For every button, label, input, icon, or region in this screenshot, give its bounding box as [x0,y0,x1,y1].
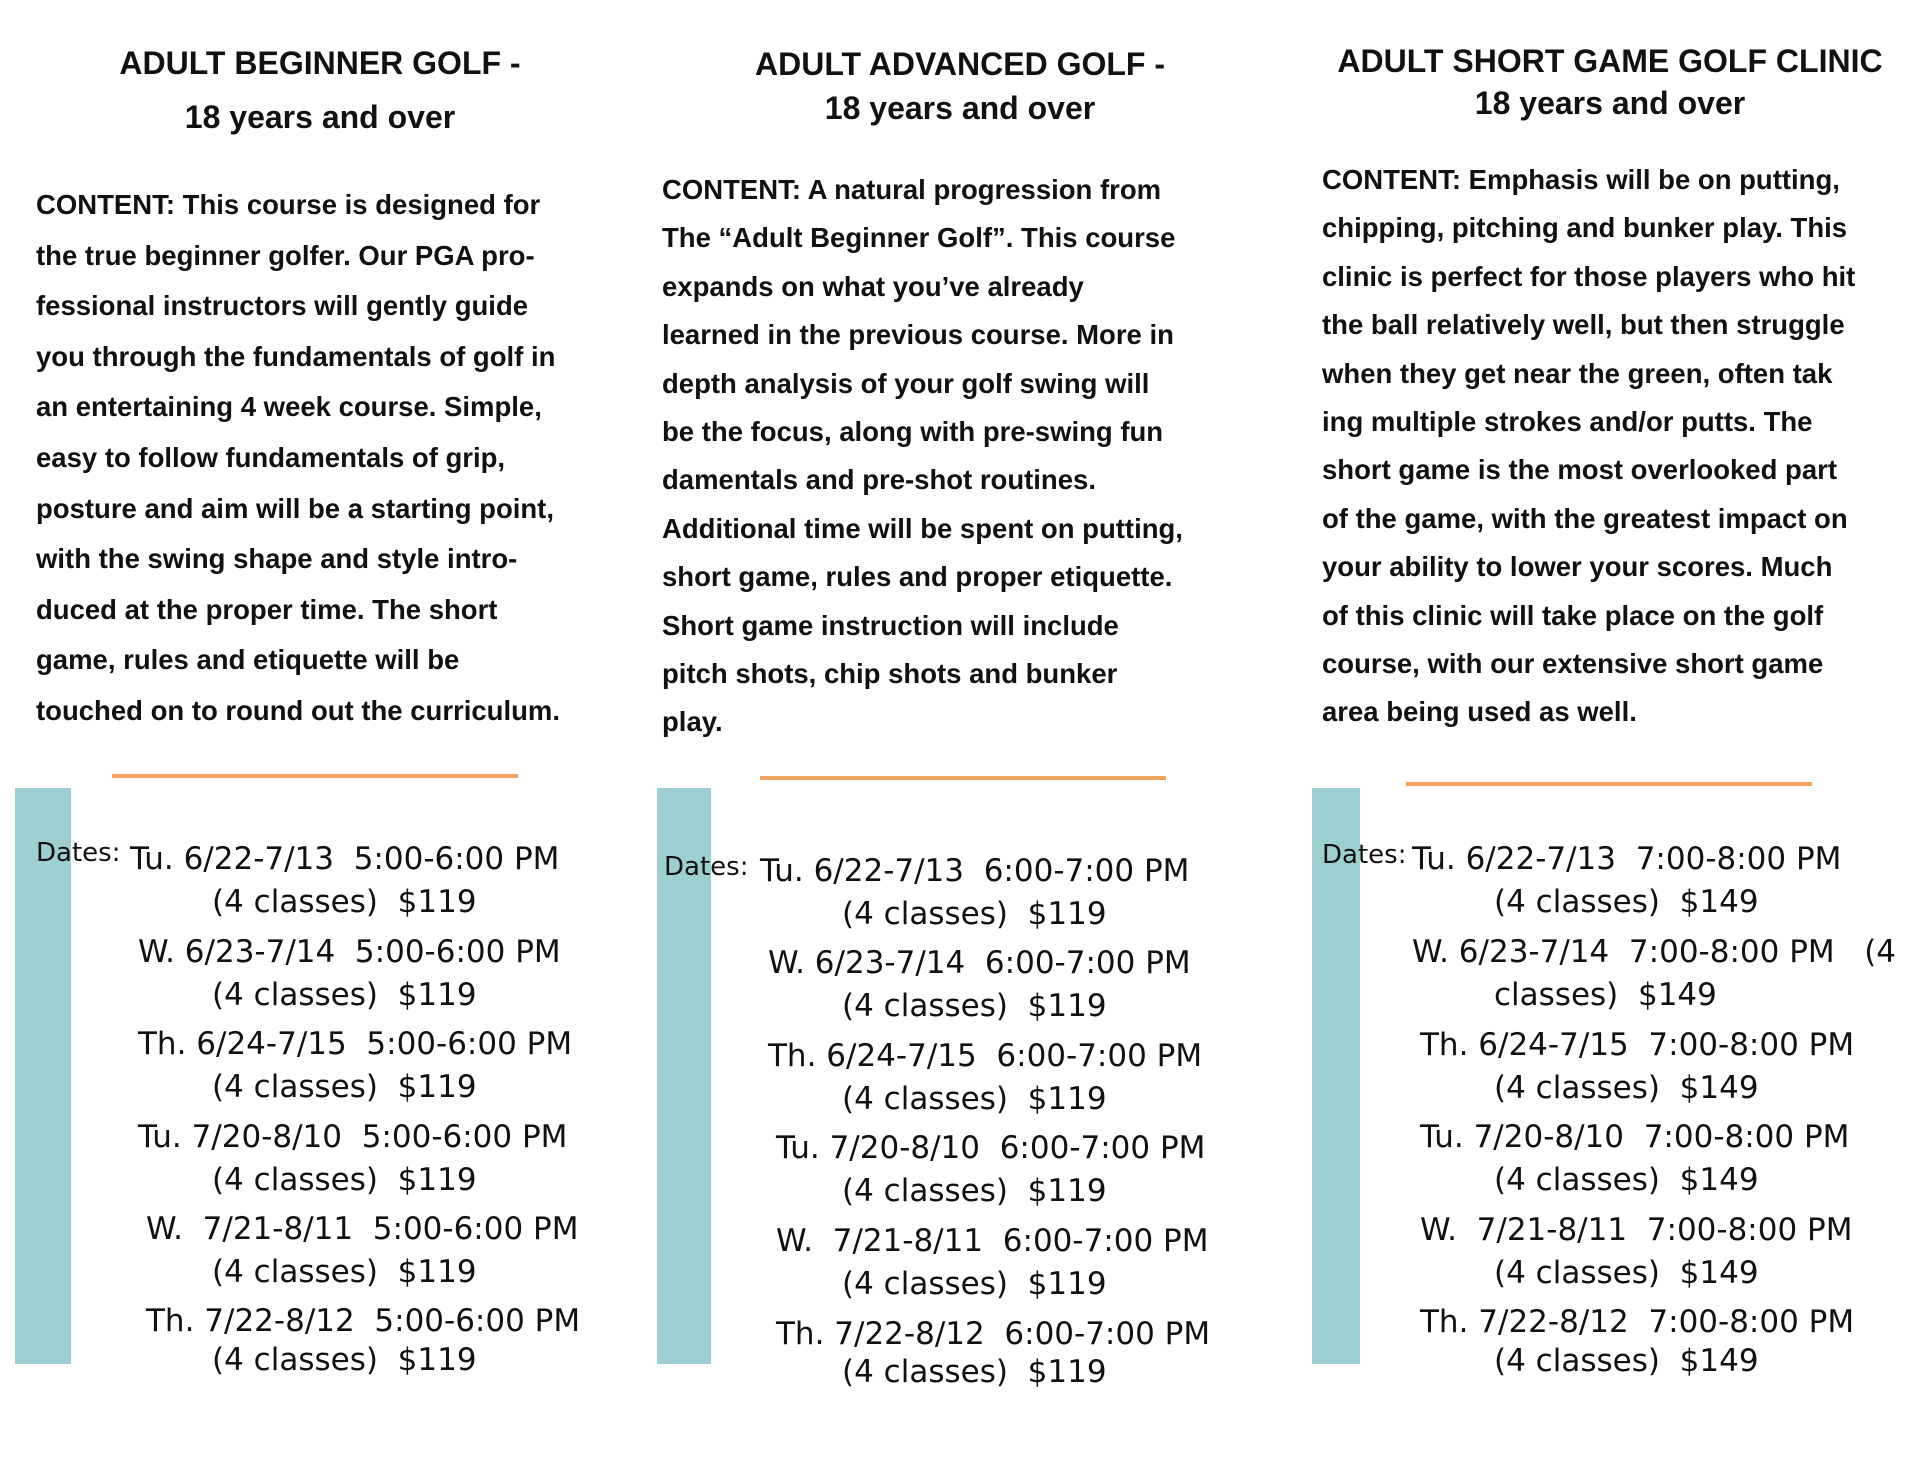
schedule-session: Tu. 6/22-7/13 6:00-7:00 PM [760,853,1190,889]
course-title-line1: ADULT ADVANCED GOLF - [754,46,1166,82]
schedule-session: Tu. 7/20-8/10 5:00-6:00 PM [138,1119,568,1155]
description-line: the ball relatively well, but then struggle [1322,309,1845,341]
description-line: you through the fundamentals of golf in [36,340,556,372]
schedule-session: Th. 7/22-8/12 7:00-8:00 PM [1420,1304,1855,1340]
schedule-price: (4 classes) $149 [1494,884,1759,920]
schedule-session: W. 7/21-8/11 5:00-6:00 PM [146,1211,579,1247]
course-title-line1: ADULT SHORT GAME GOLF CLINIC [1337,43,1883,79]
schedule-session: Th. 6/24-7/15 6:00-7:00 PM [768,1038,1203,1074]
course-description [1322,156,1908,737]
schedule-session: Tu. 6/22-7/13 7:00-8:00 PM [1412,841,1842,877]
schedule-price: (4 classes) $119 [842,1173,1107,1209]
course-title-line2: 18 years and over [1474,85,1746,121]
schedule-price: (4 classes) $119 [212,1162,477,1198]
description-line: touched on to round out the curriculum. [36,694,560,726]
schedule-price: (4 classes) $119 [842,1081,1107,1117]
description-line: your ability to lower your scores. Much [1322,551,1833,583]
schedule-session: W. 6/23-7/14 6:00-7:00 PM [768,945,1191,981]
course-title-line2: 18 years and over [824,90,1096,126]
description-line: duced at the proper time. The short [36,593,498,625]
schedule-price: (4 classes) $119 [212,884,477,920]
description-line: short game is the most overlooked part [1322,454,1837,486]
description-line: depth analysis of your golf swing will [662,367,1150,399]
description-line: expands on what you’ve already [662,270,1084,302]
description-line: CONTENT: A natural progression from [662,174,1162,205]
course-title-line1: ADULT BEGINNER GOLF - [119,45,521,81]
dates-label: Dates: [664,852,749,882]
section-divider [760,776,1166,780]
section-divider [112,774,518,778]
description-line: course, with our extensive short game [1322,648,1824,680]
schedule-price: (4 classes) $149 [1494,1343,1759,1379]
description-line: play. [662,706,723,738]
schedule-price: (4 classes) $149 [1494,1162,1759,1198]
description-line: The “Adult Beginner Golf”. This course [662,222,1176,254]
description-line: area being used as well. [1322,696,1637,728]
schedule-price: classes) $149 [1494,977,1717,1013]
description-line: CONTENT: This course is designed for [36,189,541,220]
description-line: of the game, with the greatest impact on [1322,502,1848,534]
short-game-clinic-column [1300,0,1920,1484]
advanced-golf-column [640,0,1300,1484]
schedule-price: (4 classes) $149 [1494,1255,1759,1291]
description-line: pitch shots, chip shots and bunker [662,658,1118,690]
description-line: damentals and pre-shot routines. [662,464,1096,496]
schedule-session: W. 7/21-8/11 7:00-8:00 PM [1420,1212,1853,1248]
schedule-price: (4 classes) $119 [842,988,1107,1024]
section-divider [1406,782,1812,786]
course-title [1300,40,1920,124]
description-line: Additional time will be spent on putting, [662,512,1183,544]
schedule-session: Tu. 6/22-7/13 5:00-6:00 PM [130,841,560,877]
description-line: easy to follow fundamentals of grip, [36,441,506,473]
description-line: CONTENT: Emphasis will be on putting, [1322,164,1840,195]
description-line: short game, rules and proper etiquette. [662,561,1173,593]
schedule-price: (4 classes) $119 [212,1254,477,1290]
schedule-session: Tu. 7/20-8/10 7:00-8:00 PM [1420,1119,1850,1155]
schedule-session: Tu. 7/20-8/10 6:00-7:00 PM [776,1130,1206,1166]
description-line: fessional instructors will gently guide [36,290,529,322]
schedule-price: (4 classes) $149 [1494,1070,1759,1106]
schedule-session: Th. 7/22-8/12 5:00-6:00 PM [146,1303,581,1339]
schedule-price: (4 classes) $119 [842,1354,1107,1390]
description-line: an entertaining 4 week course. Simple, [36,391,542,423]
description-line: the true beginner golfer. Our PGA pro- [36,239,535,271]
schedule-session: Th. 6/24-7/15 5:00-6:00 PM [138,1026,573,1062]
schedule-price: (4 classes) $119 [212,977,477,1013]
schedule-price: (4 classes) $119 [842,896,1107,932]
course-title-line2: 18 years and over [184,99,456,135]
description-line: of this clinic will take place on the golf [1322,599,1824,631]
schedule-session: Th. 6/24-7/15 7:00-8:00 PM [1420,1027,1855,1063]
schedule-price: (4 classes) $119 [842,1266,1107,1302]
description-line: when they get near the green, often tak [1322,357,1833,389]
dates-label: Dates: [36,838,121,868]
description-line: Short game instruction will include [662,609,1119,641]
schedule-session: Th. 7/22-8/12 6:00-7:00 PM [776,1316,1211,1352]
course-description [36,180,598,737]
schedule-session: W. 6/23-7/14 5:00-6:00 PM [138,934,561,970]
description-line: be the focus, along with pre-swing fun [662,416,1164,448]
description-line: learned in the previous course. More in [662,319,1174,351]
course-description [662,166,1262,747]
description-line: ing multiple strokes and/or putts. The [1322,406,1813,438]
side-accent-bar [15,788,71,1364]
beginner-golf-column [0,0,640,1484]
description-line: clinic is perfect for those players who hit [1322,260,1856,292]
schedule-session: W. 6/23-7/14 7:00-8:00 PM (4 [1412,934,1897,970]
description-line: chipping, pitching and bunker play. This [1322,212,1848,244]
description-line: game, rules and etiquette will be [36,644,460,676]
course-title [640,42,1280,130]
schedule-price: (4 classes) $119 [212,1069,477,1105]
course-title [0,36,640,144]
schedule-price: (4 classes) $119 [212,1342,477,1378]
dates-label: Dates: [1322,840,1407,870]
description-line: posture and aim will be a starting point, [36,492,554,524]
schedule-session: W. 7/21-8/11 6:00-7:00 PM [776,1223,1209,1259]
description-line: with the swing shape and style intro- [36,543,518,575]
side-accent-bar [1312,788,1360,1364]
